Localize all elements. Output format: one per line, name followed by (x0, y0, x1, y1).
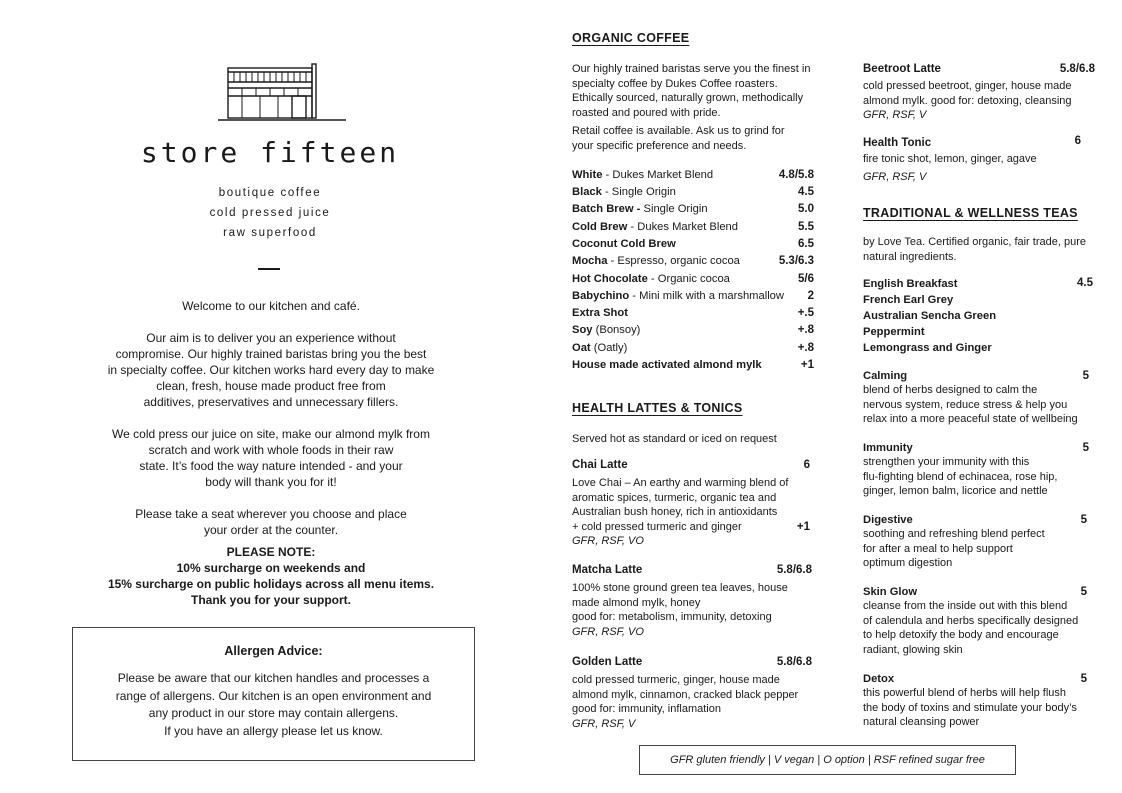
lattes-intro: Served hot as standard or iced on request (572, 433, 777, 445)
golden-latte-name: Golden Latte (572, 656, 643, 668)
tagline: cold pressed juice (209, 207, 331, 219)
tea-name: Peppermint (863, 326, 925, 338)
tea-desc-line: relax into a more peaceful state of wellbeing (863, 413, 1078, 426)
legend-box (639, 745, 1016, 775)
coffee-intro-line: roasted and poured with pride. (572, 106, 721, 119)
coffee-item-detail: - Single Origin (601, 186, 676, 198)
tea-price: 5 (1080, 586, 1087, 598)
tea-name: Calming (863, 370, 908, 382)
tea-price: 5 (1082, 442, 1089, 454)
golden-desc-line: cold pressed turmeric, ginger, house made (572, 674, 780, 686)
tea-calming (863, 369, 1097, 427)
beetroot-desc-line: cold pressed beetroot, ginger, house made (863, 80, 1072, 92)
teas-heading: TRADITIONAL & WELLNESS TEAS (863, 206, 1078, 220)
coffee-item-name: Oat (572, 342, 591, 354)
tea-desc-line: blend of herbs designed to calm the (863, 384, 1038, 396)
health-tonic-price: 6 (1074, 135, 1081, 147)
note-line: Thank you for your support. (190, 593, 351, 607)
coffee-item (572, 306, 628, 320)
allergen-title: Allergen Advice: (224, 644, 323, 658)
coffee-item (572, 254, 740, 268)
matcha-latte-price: 5.8/6.8 (776, 564, 812, 576)
coffee-price: 5/6 (798, 273, 814, 285)
beetroot-tags: GFR, RSF, V (863, 109, 927, 122)
tea-name: Australian Sencha Green (863, 310, 997, 322)
coffee-item (572, 237, 676, 251)
aim-line: compromise. Our highly trained baristas bring you the best (115, 347, 427, 361)
matcha-desc-line: made almond mylk, honey (572, 596, 701, 609)
coffee-item-detail: Single Origin (640, 203, 708, 215)
divider (258, 268, 280, 270)
coffee-item-detail: (Bonsoy) (592, 324, 641, 336)
coffee-item (572, 202, 708, 216)
coffee-price: 5.3/6.3 (778, 255, 814, 267)
tea-desc-line: ginger, lemon balm, licorice and nettle (863, 485, 1048, 498)
coffee-intro-line: Our highly trained baristas serve you the finest in (572, 63, 811, 75)
matcha-desc-line: 100% stone ground green tea leaves, house (572, 582, 788, 594)
tea-desc-line: nervous system, reduce stress & help you (863, 398, 1068, 411)
chai-addon-price: +1 (796, 520, 810, 533)
coffee-retail-line: Retail coffee is available. Ask us to grind for (572, 125, 785, 138)
coffee-item (572, 168, 713, 182)
intro-text (90, 298, 452, 608)
coffee-price: +.8 (797, 324, 814, 336)
coffee-item-detail: - Mini milk with a marshmallow (629, 290, 784, 302)
coffee-item-detail: - Dukes Market Blend (627, 221, 739, 233)
coffee-item-detail: - Espresso, organic cocoa (607, 255, 740, 267)
juice-line: state. It’s food the way nature intended - and your (139, 459, 403, 473)
welcome-text: Welcome to our kitchen and café. (182, 299, 360, 313)
tea-desc-line: flu-fighting blend of echinacea, rose hip, (863, 470, 1058, 483)
chai-latte (572, 458, 814, 549)
store-name: store fifteen (140, 136, 400, 169)
golden-desc-line: almond mylk, cinnamon, cracked black pepper (572, 688, 799, 701)
coffee-intro-line: specialty coffee by Dukes Coffee roasters. (572, 77, 778, 90)
coffee-retail-line: your specific preference and needs. (572, 139, 747, 152)
juice-line: body will thank you for it! (205, 475, 337, 489)
coffee-price: +1 (800, 359, 814, 371)
taglines (120, 183, 420, 243)
tea-desc-line: cleanse from the inside out with this blend (863, 600, 1068, 612)
coffee-item-name: Soy (572, 324, 593, 336)
teas-intro-line: by Love Tea. Certified organic, fair trade, pure (863, 236, 1086, 248)
tea-detox (863, 672, 1097, 730)
coffee-item-name: Black (572, 186, 602, 198)
coffee-item-name: Hot Chocolate (572, 273, 648, 285)
tea-desc-line: natural cleansing power (863, 716, 980, 729)
coffee-intro (572, 62, 816, 154)
traditional-teas (863, 276, 1097, 356)
tea-name: Detox (863, 673, 895, 685)
tea-desc-line: to help detoxify the body and encourage (863, 629, 1059, 642)
legend-text: GFR gluten friendly | V vegan | O option | RSF refined sugar free (670, 754, 985, 766)
allergen-box (72, 627, 475, 761)
matcha-tags: GFR, RSF, VO (572, 625, 644, 638)
beetroot-latte-name: Beetroot Latte (863, 63, 941, 75)
tea-price: 5 (1082, 370, 1089, 382)
note-line: 15% surcharge on public holidays across all menu items. (107, 577, 435, 591)
coffee-item-name: Cold Brew (572, 221, 628, 233)
tea-desc-line: soothing and refreshing blend perfect (863, 528, 1045, 540)
tonic-desc-line: fire tonic shot, lemon, ginger, agave (863, 153, 1037, 165)
beetroot-desc-line: almond mylk. good for: detoxing, cleansing (863, 94, 1072, 107)
golden-desc-line: good for: immunity, inflamation (572, 703, 721, 716)
coffee-price: 5.0 (798, 203, 814, 215)
coffee-price: 4.8/5.8 (778, 169, 814, 181)
tea-desc-line: for after a meal to help support (863, 542, 1013, 555)
tea-skin-glow (863, 585, 1097, 657)
coffee-item-detail: (Oatly) (590, 342, 628, 354)
chai-latte-price: 6 (803, 459, 810, 471)
matcha-latte-name: Matcha Latte (572, 564, 643, 576)
tonic-tags: GFR, RSF, V (863, 170, 927, 183)
coffee-price: +.5 (797, 307, 814, 319)
coffee-price: +.8 (797, 342, 814, 354)
coffee-item-name: Batch Brew - (572, 203, 641, 215)
coffee-item-name: Extra Shot (572, 307, 628, 319)
storefront-icon (218, 62, 346, 122)
tea-digestive (863, 513, 1097, 571)
teas-intro-line: natural ingredients. (863, 250, 957, 263)
coffee-item (572, 358, 762, 372)
coffee-intro-line: Ethically sourced, naturally grown, methodically (572, 92, 804, 105)
lattes-heading: HEALTH LATTES & TONICS (572, 401, 743, 415)
tea-name: Skin Glow (863, 586, 918, 598)
allergen-line: Please be aware that our kitchen handles and processes a (117, 671, 430, 685)
note-line: PLEASE NOTE: (226, 545, 316, 559)
chai-desc-line: Australian bush honey, rich in antioxidants (572, 506, 778, 519)
coffee-price: 5.5 (798, 221, 814, 233)
health-tonic (863, 136, 1097, 184)
tea-name: Lemongrass and Ginger (863, 342, 992, 354)
note-line: 10% surcharge on weekends and (176, 561, 366, 575)
coffee-item-name: Mocha (572, 255, 608, 267)
coffee-item (572, 341, 627, 355)
tea-desc-line: the body of toxins and stimulate your body’s (863, 701, 1077, 714)
seat-line: Please take a seat wherever you choose and place (135, 507, 407, 521)
allergen-line: any product in our store may contain allergens. (148, 706, 399, 720)
coffee-price: 2 (807, 290, 814, 302)
coffee-item (572, 323, 640, 337)
tea-desc-line: optimum digestion (863, 557, 953, 570)
tea-name: English Breakfast (863, 278, 958, 290)
traditional-tea-price: 4.5 (1077, 277, 1093, 289)
chai-latte-name: Chai Latte (572, 459, 628, 471)
matcha-desc-line: good for: metabolism, immunity, detoxing (572, 611, 772, 624)
coffee-item-name: House made activated almond mylk (572, 359, 762, 371)
tea-name: French Earl Grey (863, 294, 954, 306)
tea-desc-line: of calendula and herbs specifically designed (863, 614, 1079, 627)
tagline: raw superfood (223, 227, 317, 239)
coffee-item-detail: - Organic cocoa (647, 273, 730, 285)
coffee-price: 4.5 (798, 186, 814, 198)
matcha-latte (572, 563, 814, 639)
golden-latte (572, 655, 814, 731)
golden-latte-price: 5.8/6.8 (776, 656, 812, 668)
allergen-line: If you have an allergy please let us know. (164, 723, 383, 738)
tea-name: Digestive (863, 514, 913, 526)
aim-line: Our aim is to deliver you an experience without (146, 331, 396, 345)
chai-tags: GFR, RSF, VO (572, 535, 644, 548)
beetroot-latte-price: 5.8/6.8 (1059, 63, 1095, 75)
coffee-item-name: White (572, 169, 603, 181)
aim-line: additives, preservatives and unnecessary fillers. (143, 395, 399, 409)
golden-tags: GFR, RSF, V (572, 717, 636, 730)
beetroot-latte (863, 62, 1097, 123)
coffee-item-name: Babychino (572, 290, 630, 302)
aim-line: in specialty coffee. Our kitchen works hard every day to make (107, 363, 435, 377)
tea-desc-line: radiant, glowing skin (863, 643, 963, 656)
tea-desc-line: this powerful blend of herbs will help flush (863, 687, 1067, 699)
coffee-item-name: Coconut Cold Brew (572, 238, 676, 250)
tea-name: Immunity (863, 442, 913, 454)
coffee-item (572, 220, 738, 234)
chai-desc-line: aromatic spices, turmeric, organic tea and (572, 491, 777, 504)
aim-line: clean, fresh, house made product free from (156, 379, 386, 393)
chai-desc-line: Love Chai – An earthy and warming blend of (572, 477, 789, 489)
health-tonic-name: Health Tonic (863, 137, 932, 149)
coffee-item-detail: - Dukes Market Blend (602, 169, 714, 181)
juice-line: We cold press our juice on site, make our almond mylk from (112, 427, 430, 441)
teas-intro (863, 235, 1097, 264)
coffee-item (572, 185, 676, 199)
juice-line: scratch and work with whole foods in their raw (148, 443, 394, 457)
tea-immunity (863, 441, 1097, 499)
chai-addon: + cold pressed turmeric and ginger (572, 520, 742, 533)
coffee-item (572, 272, 730, 286)
coffee-price: 6.5 (798, 238, 814, 250)
seat-line: your order at the counter. (203, 523, 339, 537)
coffee-heading: ORGANIC COFFEE (572, 31, 690, 45)
allergen-line: range of allergens. Our kitchen is an open environment and (115, 688, 432, 703)
store-logo (218, 62, 346, 122)
tea-desc-line: strengthen your immunity with this (863, 456, 1030, 468)
tea-price: 5 (1080, 514, 1087, 526)
tea-price: 5 (1080, 673, 1087, 685)
tagline: boutique coffee (218, 187, 322, 199)
